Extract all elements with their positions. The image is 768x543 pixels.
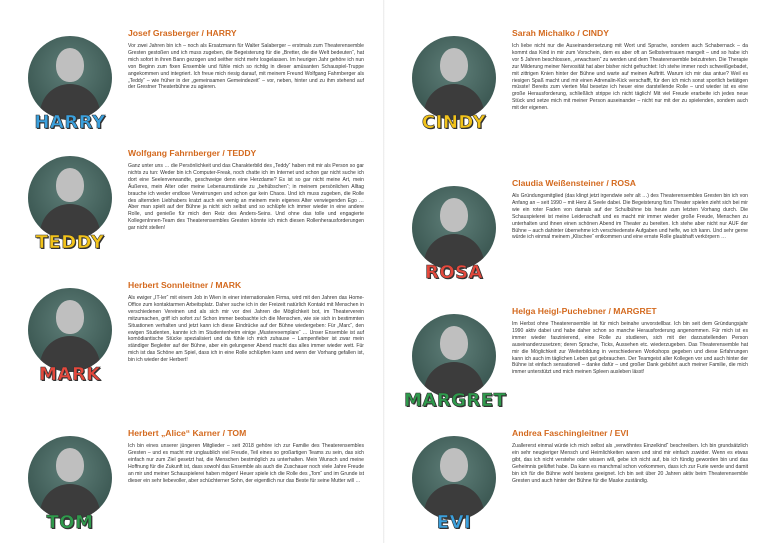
portrait-harry [28,36,112,120]
title-teddy: Wolfgang Fahrnberger / TEDDY [128,148,257,158]
name-tag-mark: MARK [39,364,101,385]
name-tag-teddy: TEDDY [35,232,105,253]
portrait-cindy [412,36,496,120]
bio-teddy: Ganz unter uns … die Persönlichkeit und das Charakterbild des „Teddy“ haben mit mir als Person so gar nichts zu tun: Weder bin ich Computer-Freak, noch chatte ich im Internet und schon gar nicht suche ich dort eine Seelenverwandte, geschweige denn eine Herzdame? Es ist so gar nicht meine Art, mein Äußeres, mein Alter oder meine Lebensumstände zu „behübschen“; in meinem persönlichen Alltag brauche ich weder endlose Verwirrungen und schon gar kein Chaos. Und ich muss zugeben, die Rolle des alternden Liebhabers kratzt auch ein wenig an meinem mein eigenes Alter verwiegenden Ego … Aber man spielt auf der Bühne ja nicht sich selbst und so schlüpfe ich immer wieder in eine andere Rolle, und genieße für mich den Reiz des Anders-Seins. Und ohne das tolle und engagierte KollegenInnen-Team des Theaterensembles Gresten könnte ich mich diesen Rollenherausforderungen gar nicht stellen! [128,163,364,232]
title-rosa: Claudia Weißensteiner / ROSA [512,178,637,188]
title-evi: Andrea Faschingleitner / EVI [512,428,629,438]
title-mark: Herbert Sonnleitner / MARK [128,280,242,290]
portrait-rosa [412,186,496,270]
title-tom: Herbert „Alice“ Karner / TOM [128,428,247,438]
name-tag-tom: TOM [46,512,94,533]
bio-cindy: Ich liebe nicht nur die Auseinandersetzung mit Wort und Sprache, sondern auch Schabernack – da kommt das Kind in mir zum Vorschein, dem es aber oft an Selbstvertrauen mangelt – und so habe ich vor 5 Jahren beschlossen, „erwachsen“ zu werden und dem Theaterensemble beizutreten. Die Therapie zur Milderung meiner Nervosität hat aber bisher nicht gefruchtet: Ich stehe immer noch schweißgebadet, mit zittrigen Knien hinter der Bühne und warte auf meinen Auftritt. Warum ich mir das antue? Weil es riesigen Spaß macht und mir einen Adrenalin-Kick verschafft, für den ich mich sonst sportlich betätigen müsste! Bereits zum vierten Mal besetze ich heuer eine darstellende Rolle – und wieder ist es eine große Herausforderung, schließlich strippe ich nicht täglich! Mit viel Freude erarbeite ich jedes neue Stück und setze mich mit meiner Person auseinander – nicht nur mit der zu spielenden, sondern auch mit der eigenen. [512,43,748,112]
title-harry: Josef Grasberger / HARRY [128,28,237,38]
name-tag-rosa: ROSA [424,262,484,283]
portrait-margret [412,314,496,398]
bio-mark: Als ewiger „IT-ler“ mit einem Job in Wien in einer internationalen Firma, wird mit den Jahren das Home-Office zum kontaktarmen Arbeitsplatz. Daher suche ich in der Freizeit natürlich Kontakt mit Menschen in verschiedenen Vereinen und als sich mir vor drei Jahren die Möglichkeit bot, im Theaterverein mitzumachen, griff ich sofort zu! Schon immer beobachte ich die Menschen, wie sie sich in bestimmten Situationen verhalten und jetzt kann ich diese Eindrücke auf der Bühne wiedergeben: Für „Marc“, den ewigen Studenten, kannte ich im Studentenheim einige „Musterexemplare“ … Unser Ensemble ist auf komödiantische Stücke spezialisiert und da fühle ich mich zuhause – Lampenfieber ist zwar mein ständiger Begleiter auf der Bühne, aber ein gelungener Abend macht das alles immer wieder wett. Für mich ist das Schöne am Spiel, dass ich in eine Rolle schlüpfen kann und wenn der Vorhang gefallen ist, bin ich wieder der Herbert! [128,295,364,364]
right-page [384,0,768,543]
portrait-evi [412,436,496,520]
title-cindy: Sarah Michalko / CINDY [512,28,609,38]
name-tag-cindy: CINDY [421,112,487,133]
portrait-mark [28,288,112,372]
portrait-tom [28,436,112,520]
bio-tom: Ich bin eines unserer jüngeren Mitglieder – seit 2018 gehöre ich zur Familie des Theaterensembles Gresten – und es macht mir unglaublich viel Freude, Teil eines so großartigen Teams zu sein, das sich einfach nur zum Ziel gesetzt hat, die Menschen bestmöglich zu unterhalten. Mein Wunsch und meine Hoffnung für die Zukunft ist, dass sowohl das Ensemble als auch die Zuschauer noch viele Jahre Freude an mir und meiner Schauspielerei haben mögen! Heuer spiele ich die Rolle des „Tom“ und im Grunde ist dieser ein sehr liebevoller, aber schüchterner Sohn, der eigentlich nur das Beste für seine Mutter will … [128,443,364,484]
portrait-teddy [28,156,112,240]
name-tag-margret: MARGRET [404,390,507,411]
name-tag-evi: EVI [436,512,472,533]
bio-margret: Im Herbst ohne Theaterensemble ist für mich beinahe unvorstellbar. Ich bin seit dem Gründungsjahr 1990 aktiv dabei und habe daher schon so manche Herausforderung angenommen. Für mich ist es immer wieder faszinierend, eine Rolle zu studieren, sich mit der darzustellenden Person auseinanderzusetzen; deren Sprache, Ticks, Aussehen etc. wiederzugeben. Das Theaterensemble hat mir die Möglichkeit zur Weiterbildung in verschiedenen Workshops gegeben und diese Erfahrungen kann ich auch im täglichen Leben gut gebrauchen. Der Teamgeist aller Kollegen vor und auch hinter der Bühne ist einfach sensationell – danke dafür – und großer Dank gebührt auch meiner Familie, die mich immer unterstützt und mich meinen Spleen ausleben lässt! [512,321,748,376]
title-margret: Helga Heigl-Puchebner / MARGRET [512,306,657,316]
bio-evi: Zuallererst einmal würde ich mich selbst als „verwöhntes Einzelkind“ beschreiben. Ich bin grundsätzlich ein sehr neugieriger Mensch und Heimlichkeiten waren und sind mir einfach zuwider. Wenn es etwas gibt, das ich nicht verstehe oder wissen will, gebe ich nicht auf, bis ich fündig geworden bin und das Geheimnis gelüftet habe. Da kann es manchmal schon vorkommen, dass ich zur Furie werde und damit bin ich für die Bühne wohl bestens geeignet. Ich bin seit über 20 Jahren aktiv beim Theaterensemble Gresten und auch hinter der Bühne für die Maske zuständig. [512,443,748,484]
bio-rosa: Als Gründungsmitglied (das klingt jetzt irgendwie sehr alt …) des Theaterensembles Gresten bin ich von Anfang an – seit 1990 – mit Herz & Seele dabei. Die Begeisterung fürs Theater spielen zieht sich bei mir wie ein roter Faden von damals auf der Schulbühne bis heute zum letzten Vorhang durch. Die Schauspielerei ist meine Leidenschaft und es macht mir immer wieder große Freude, Menschen zu unterhalten und ihnen einen schönen Abend im Theater zu bereiten. Ich stehe aber nicht nur AUF der Bühne – auch dahinter übernehme ich verschiedenste Aufgaben und helfe, wo ich kann. Und sehr gerne würde ich einmal meinem „Klischee“ entkommen und eine ernste Rolle glaubhaft verkörpern … [512,193,748,241]
bio-harry: Vor zwei Jahren bin ich – noch als Ersatzmann für Walter Salaberger – erstmals zum Theaterensemble Gresten gestoßen und ich muss zugeben, die Begeisterung für die „Bretter, die die Welt bedeuten“, hat mich sofort in ihren Bann gezogen und seither nicht mehr losgelassen. Im heurigen Jahr gehöre ich nun von Beginn zum fixen Ensemble und fühle mich so richtig in dieser amüsanten Schauspiel-Truppe angekommen und integriert. Ich freue mich riesig darauf, mit meinem Freund Wolfgang Fahrnberger als „Teddy“ – wie früher in der „gemeinsamen Gemeindezeit“ – vor, neben, hinter und zu ihm stehend auf der Grestner Theaterbühne zu agieren. [128,43,364,91]
name-tag-harry: HARRY [34,112,106,133]
